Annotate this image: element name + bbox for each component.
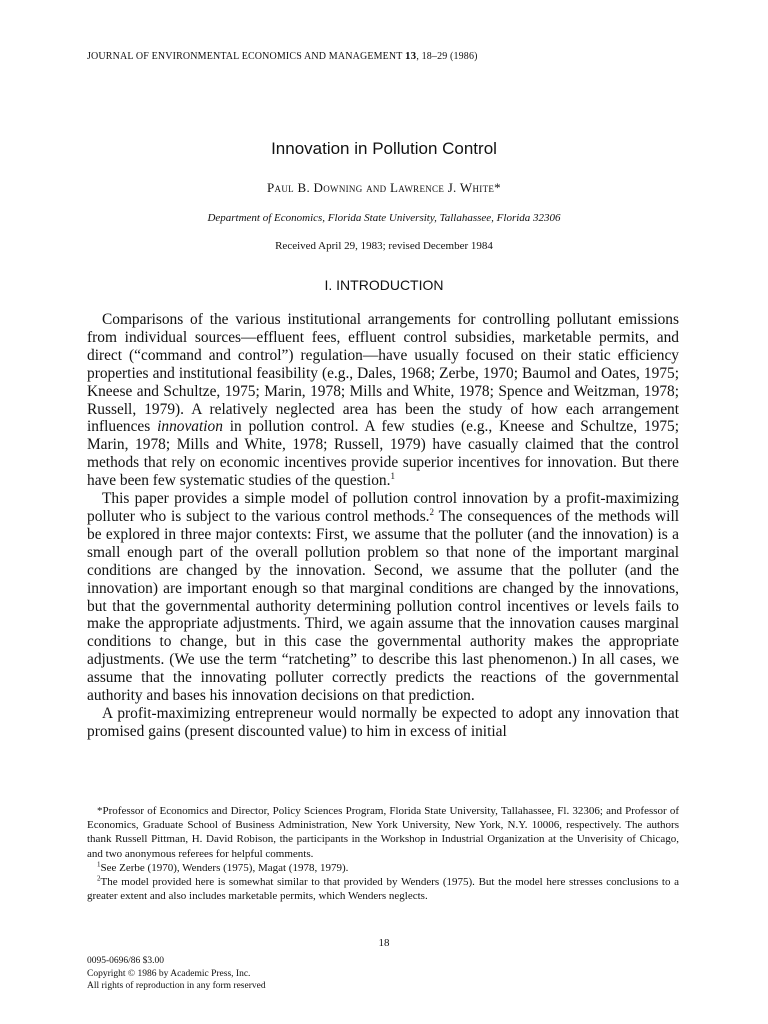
footnote-2: $^2$The model provided here is somewhat similar to that provided by Wenders (1975). But the model here stresses conclusions to a greater extent and also includes marketable permits, which Wenders neglects. [87,874,679,903]
journal-pages-year: , 18–29 (1986) [416,51,478,62]
footnote-author: *Professor of Economics and Director, Policy Sciences Program, Florida State University, Tallahassee, Fl. 32306; and Professor of Economics, Graduate School of Business Administration, New York University, New York, N.Y. 10006, respectively. The authors thank Russell Pittman, H. David Robison, the participants in the Workshop in Industrial Organization at the Unverisity of Chicago, and two anonymous referees for helpful comments. [87,805,679,860]
received-dates: Received April 29, 1983; revised December 1984 [275,240,493,252]
paragraph-1: Comparisons of the various institutional arrangements for controlling pollutant emissions from individual sources—effluent fees, effluent control subsidies, marketable permits, and direct (“command and control”) regulation—have usually focused on their static efficiency properties and institutional feasibility (e.g., Dales, 1968; Zerbe, 1970; Baumol and Oates, 1975; Kneese and Schultze, 1975; Marin, 1978; Mills and White, 1978; Spence and Weitzman, 1978; Russell, 1979). A relatively neglected area has been the study of how each arrangement influences innovation in pollution control. A few studies (e.g., Kneese and Schultze, 1975; Marin, 1978; Mills and White, 1978; Russell, 1979) have casually claimed that the control methods that rely on economic incentives provide superior incentives for innovation. But there have been few systematic studies of the question.$^1$ [87,311,680,490]
italic-innovation: innovation [157,418,223,436]
footnote-ref-2: 2 [429,506,435,517]
paragraph-2: This paper provides a simple model of pollution control innovation by a profit-maximizing polluter who is subject to the various control methods.$^2$ The consequences of the methods will be explored in three major contexts: First, we assume that the polluter (and the innovation) is a small enough part of the overall pollution problem so that none of the important marginal conditions are changed by the innovation. Second, we assume that the polluter (and the innovation) are important enough so that marginal conditions are changed by the innovations, but that the governmental authority determining pollution control incentives or levels fails to make the appropriate adjustments. Third, we again assume that the innovation causes marginal conditions to change, but in this case the governmental authority makes the appropriate adjustments. (We use the term “ratcheting” to describe this last phenomenon.) In all cases, we assume that the innovating polluter correctly predicts the reactions of the governmental authority and bases his innovation decisions on that prediction. [87,490,679,705]
paper-authors: Paul B. Downing and Lawrence J. White* [267,180,501,195]
body-text [87,311,679,741]
footnote-ref-1: 1 [390,471,395,482]
paragraph-3: A profit-maximizing entrepreneur would normally be expected to adopt any innovation that promised gains (present discounted value) to him in excess of initial [87,704,679,740]
journal-name: JOURNAL OF ENVIRONMENTAL ECONOMICS AND MANAGEMENT [87,51,403,62]
journal-volume: 13 [405,50,417,62]
author-affiliation: Department of Economics, Florida State University, Tallahassee, Florida 32306 [207,212,561,224]
footnote-1: $^1$See Zerbe (1970), Wenders (1975), Magat (1978, 1979). [97,860,349,874]
footnotes [87,804,679,903]
copyright-notice: Copyright © 1986 by Academic Press, Inc. [87,968,251,979]
page-number: 18 [378,937,390,949]
paper-title: Innovation in Pollution Control [271,139,497,158]
rights-notice: All rights of reproduction in any form reserved [87,981,266,991]
issn-price: 0095-0696/86 $3.00 [87,956,165,966]
copyright-block [87,955,487,993]
section-heading-introduction: I. INTRODUCTION [324,277,444,293]
journal-header [87,50,687,62]
